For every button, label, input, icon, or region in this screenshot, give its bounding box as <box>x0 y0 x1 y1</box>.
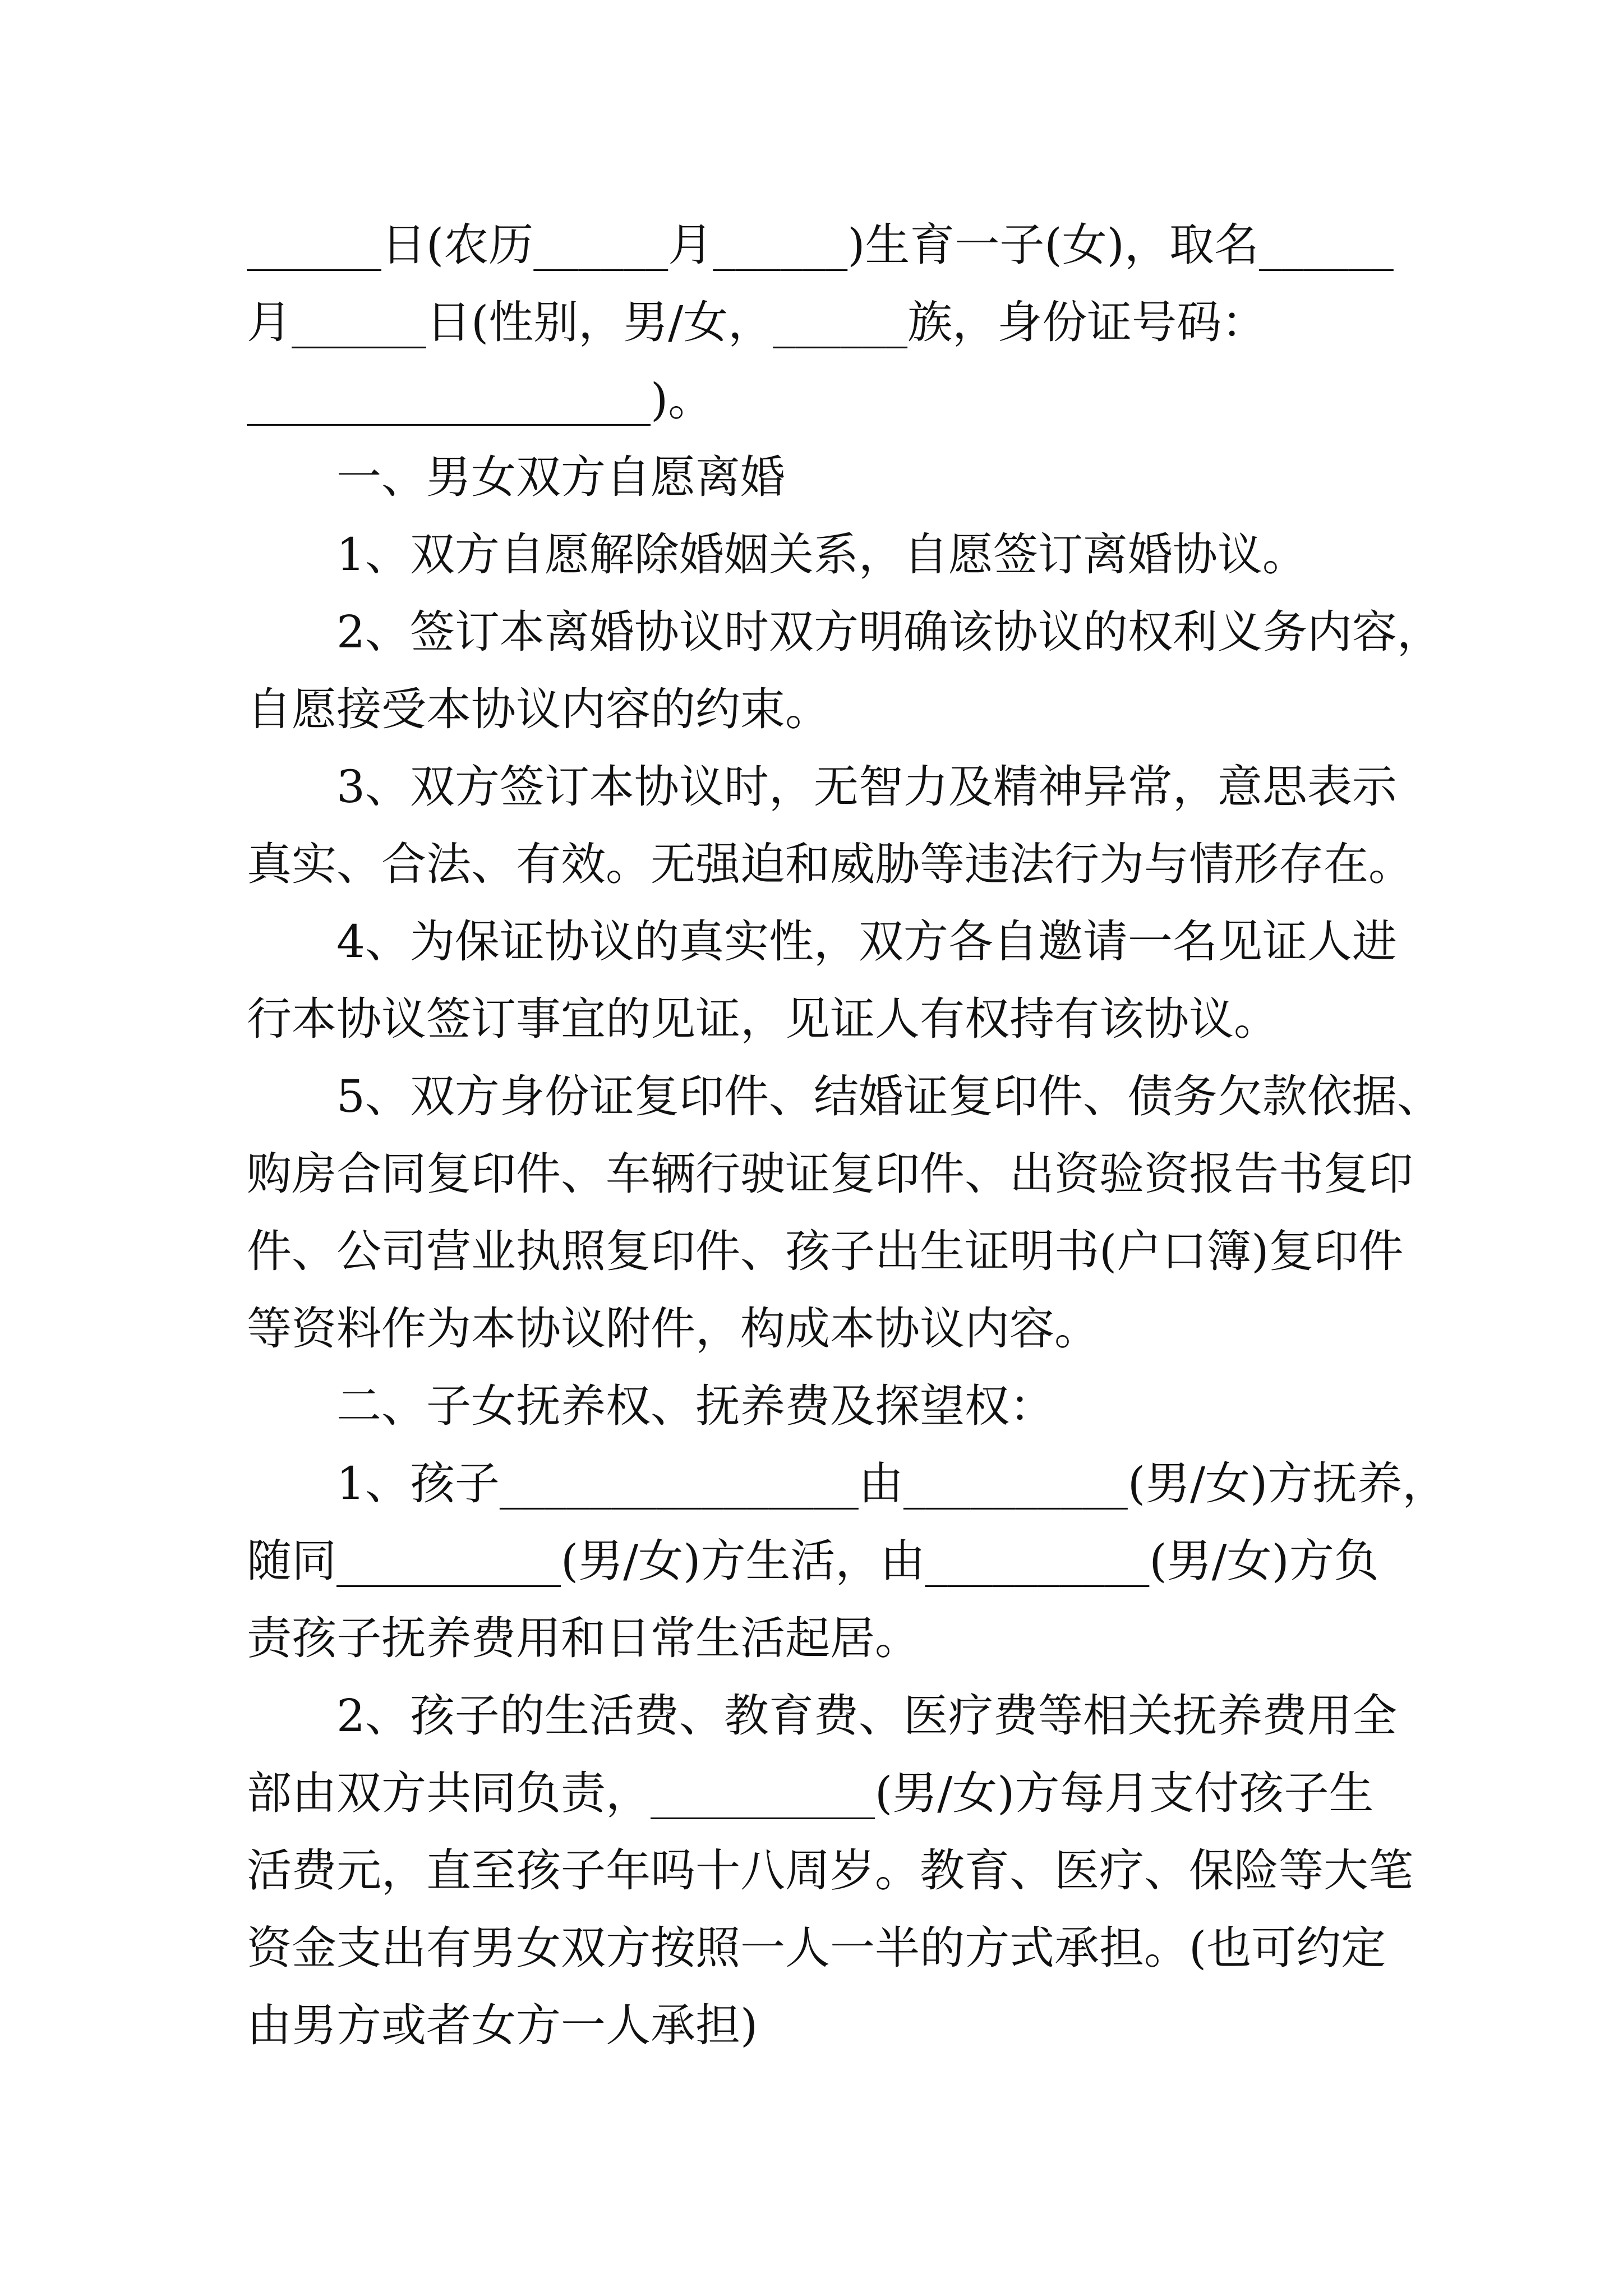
text-line: 活费元，直至孩子年吗十八周岁。教育、医疗、保险等大笔 <box>247 1844 1413 1897</box>
text-line: 随同__________(男/女)方生活，由__________(男/女)方负 <box>247 1535 1379 1587</box>
clause-1-3: 3、双方签订本协议时，无智力及精神异常，意思表示 <box>336 761 1397 813</box>
text-line: 资金支出有男女双方按照一人一半的方式承担。(也可约定 <box>247 1922 1386 1974</box>
section-heading-2: 二、子女抚养权、抚养费及探望权： <box>336 1380 1054 1432</box>
text-line: 责孩子抚养费用和日常生活起居。 <box>247 1612 920 1664</box>
text-line: 等资料作为本协议附件，构成本协议内容。 <box>247 1303 1099 1355</box>
text-line: 部由双方共同负责，__________(男/女)方每月支付孩子生 <box>247 1767 1374 1819</box>
text-line: 件、公司营业执照复印件、孩子出生证明书(户口簿)复印件 <box>247 1225 1404 1277</box>
text-line: 行本协议签订事宜的见证，见证人有权持有该协议。 <box>247 993 1279 1045</box>
clause-1-1: 1、双方自愿解除婚姻关系，自愿签订离婚协议。 <box>336 528 1307 581</box>
clause-1-2: 2、签订本离婚协议时双方明确该协议的权利义务内容， <box>336 606 1442 658</box>
clause-2-1: 1、孩子________________由__________(男/女)方抚养， <box>336 1457 1447 1510</box>
text-line: __________________)。 <box>247 374 713 426</box>
clause-1-5: 5、双方身份证复印件、结婚证复印件、债务欠款依据、 <box>336 1070 1442 1122</box>
text-line: ______日(农历______月______)生育一子(女)，取名______ <box>247 219 1394 271</box>
text-line: 自愿接受本协议内容的约束。 <box>247 683 830 735</box>
clause-1-4: 4、为保证协议的真实性，双方各自邀请一名见证人进 <box>336 915 1397 968</box>
text-line: 真实、合法、有效。无强迫和威胁等违法行为与情形存在。 <box>247 838 1413 890</box>
text-line: 由男方或者女方一人承担) <box>247 1999 758 2051</box>
text-line: 购房合同复印件、车辆行驶证复印件、出资验资报告书复印 <box>247 1148 1413 1200</box>
text-line: 月______日(性别，男/女，______族，身份证号码： <box>247 296 1267 348</box>
document-body <box>247 206 1447 2064</box>
clause-2-2: 2、孩子的生活费、教育费、医疗费等相关抚养费用全 <box>336 1690 1397 1742</box>
section-heading-1: 一、男女双方自愿离婚 <box>336 451 785 503</box>
